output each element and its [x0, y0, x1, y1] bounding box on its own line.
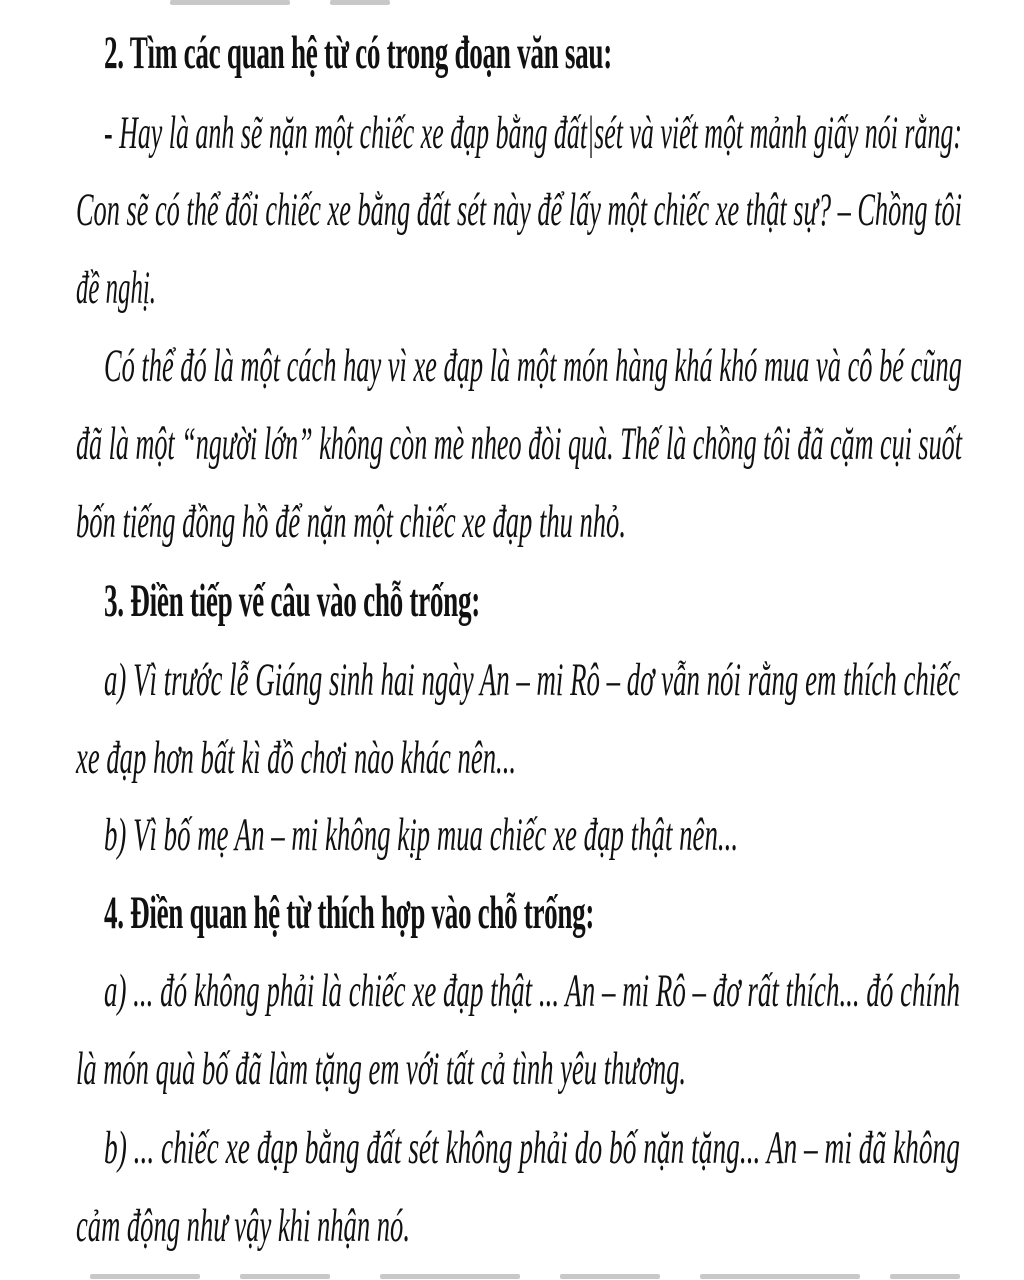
section-3-heading: 3. Điền tiếp vế câu vào chỗ trống:	[104, 574, 481, 627]
cropped-text-bottom	[0, 1270, 1024, 1280]
section-3-item-a-line-1: a) Vì trước lễ Giáng sinh hai ngày An – mi Rô – dơ vẫn nói rằng em thích chiếc	[104, 653, 961, 706]
section-2-paragraph-2-line-2: đã là một “người lớn” không còn mè nheo đòi quà. Thế là chồng tôi đã cặm cụi suốt	[76, 417, 962, 470]
section-2-paragraph-1-line-3: đề nghị.	[76, 261, 156, 314]
section-3-item-a-line-2: xe đạp hơn bất kì đồ chơi nào khác nên...	[76, 731, 517, 784]
section-2-paragraph-2-line-1: Có thể đó là một cách hay vì xe đạp là một món hàng khá khó mua và cô bé cũng	[104, 339, 962, 392]
section-3-item-b-line-1: b) Vì bố mẹ An – mi không kịp mua chiếc xe đạp thật nên...	[104, 808, 739, 861]
section-4-item-b-line-2: cảm động như vậy khi nhận nó.	[76, 1199, 410, 1252]
section-4-item-b-line-1: b) ... chiếc xe đạp bằng đất sét không phải do bố nặn tặng... An – mi đã không	[104, 1121, 960, 1174]
section-2-paragraph-2-line-3: bốn tiếng đồng hồ để nặn một chiếc xe đạp thu nhỏ.	[76, 495, 626, 548]
section-4-heading: 4. Điền quan hệ từ thích hợp vào chỗ trống:	[104, 886, 595, 939]
section-2-paragraph-1-line-1: - Hay là anh sẽ nặn một chiếc xe đạp bằng đất|sét và viết một mảnh giấy nói rằng:	[104, 106, 963, 159]
section-4-item-a-line-1: a) ... đó không phải là chiếc xe đạp thật ... An – mi Rô – đơ rất thích... đó chính	[104, 964, 960, 1017]
section-2-paragraph-1-line-2: Con sẽ có thể đổi chiếc xe bằng đất sét này để lấy một chiếc xe thật sự? – Chồng tôi	[76, 183, 962, 236]
section-4-item-a-line-2: là món quà bố đã làm tặng em với tất cả tình yêu thương.	[76, 1042, 687, 1095]
cropped-text-top	[0, 0, 1024, 10]
section-2-heading: 2. Tìm các quan hệ từ có trong đoạn văn sau:	[104, 26, 612, 79]
